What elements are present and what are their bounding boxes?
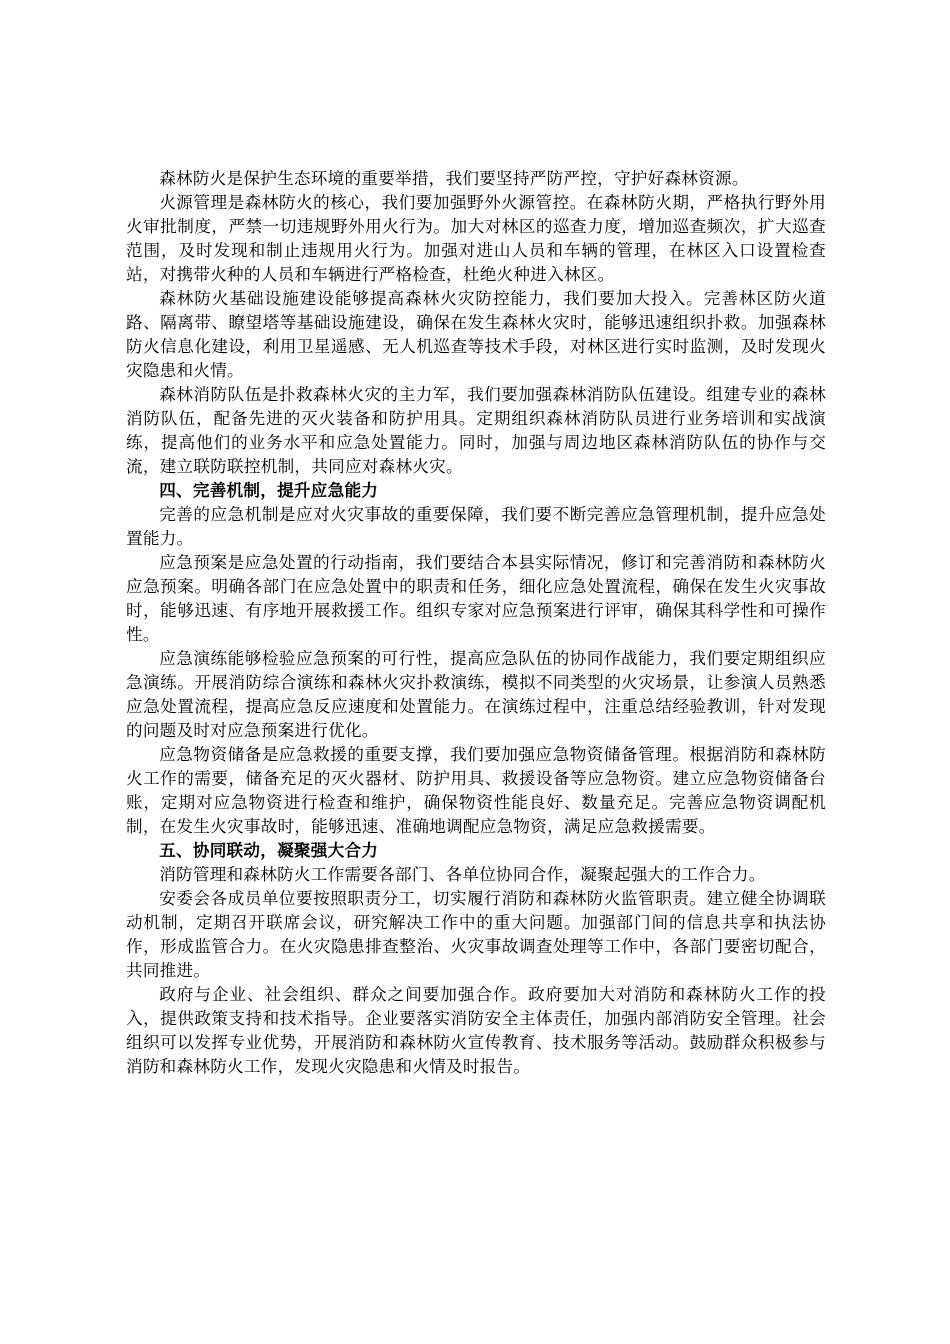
paragraph: 完善的应急机制是应对火灾事故的重要保障，我们要不断完善应急管理机制，提升应急处置能力。 [126, 505, 826, 548]
paragraph: 森林消防队伍是扑救森林火灾的主力军，我们要加强森林消防队伍建设。组建专业的森林消防队伍，配备先进的灭火装备和防护用具。定期组织森林消防队员进行业务培训和实战演练，提高他们的业务水平和应急处置能力。同时，加强与周边地区森林消防队伍的协作与交流，建立联防联控机制，共同应对森林火灾。 [126, 385, 826, 476]
section-heading: 五、协同联动，凝聚强大合力 [159, 841, 379, 860]
paragraph: 应急预案是应急处置的行动指南，我们要结合本县实际情况，修订和完善消防和森林防火应急预案。明确各部门在应急处置中的职责和任务，细化应急处置流程，确保在发生火灾事故时，能够迅速、有序地开展救援工作。组织专家对应急预案进行评审，确保其科学性和可操作性。 [126, 553, 826, 644]
paragraph: 应急演练能够检验应急预案的可行性，提高应急队伍的协同作战能力，我们要定期组织应急演练。开展消防综合演练和森林火灾扑救演练，模拟不同类型的火灾场景，让参演人员熟悉应急处置流程，提高应急反应速度和处置能力。在演练过程中，注重总结经验教训，针对发现的问题及时对应急预案进行优化。 [126, 649, 826, 740]
paragraph: 政府与企业、社会组织、群众之间要加强合作。政府要加大对消防和森林防火工作的投入，提供政策支持和技术指导。企业要落实消防安全主体责任，加强内部消防安全管理。社会组织可以发挥专业优势，开展消防和森林防火宣传教育、技术服务等活动。鼓励群众积极参与消防和森林防火工作，发现火灾隐患和火情及时报告。 [126, 985, 826, 1076]
paragraph: 消防管理和森林防火工作需要各部门、各单位协同合作，凝聚起强大的工作合力。 [159, 865, 766, 884]
paragraph: 森林防火基础设施建设能够提高森林火灾防控能力，我们要加大投入。完善林区防火道路、隔离带、瞭望塔等基础设施建设，确保在发生森林火灾时，能够迅速组织扑救。加强森林防火信息化建设，利用卫星遥感、无人机巡查等技术手段，对林区进行实时监测，及时发现火灾隐患和火情。 [126, 289, 826, 380]
paragraph: 森林防火是保护生态环境的重要举措，我们要坚持严防严控，守护好森林资源。 [159, 169, 749, 188]
section-heading: 四、完善机制，提升应急能力 [159, 481, 379, 500]
paragraph: 火源管理是森林防火的核心，我们要加强野外火源管控。在森林防火期，严格执行野外用火审批制度，严禁一切违规野外用火行为。加大对林区的巡查力度，增加巡查频次，扩大巡查范围，及时发现和制止违规用火行为。加强对进山人员和车辆的管理，在林区入口设置检查站，对携带火种的人员和车辆进行严格检查，杜绝火种进入林区。 [126, 193, 826, 284]
paragraph: 安委会各成员单位要按照职责分工，切实履行消防和森林防火监管职责。建立健全协调联动机制，定期召开联席会议，研究解决工作中的重大问题。加强部门间的信息共享和执法协作，形成监管合力。在火灾隐患排查整治、火灾事故调查处理等工作中，各部门要密切配合，共同推进。 [126, 889, 826, 980]
paragraph: 应急物资储备是应急救援的重要支撑，我们要加强应急物资储备管理。根据消防和森林防火工作的需要，储备充足的灭火器材、防护用具、救援设备等应急物资。建立应急物资储备台账，定期对应急物资进行检查和维护，确保物资性能良好、数量充足。完善应急物资调配机制，在发生火灾事故时，能够迅速、准确地调配应急物资，满足应急救援需要。 [126, 745, 826, 836]
document-body [126, 167, 826, 1079]
